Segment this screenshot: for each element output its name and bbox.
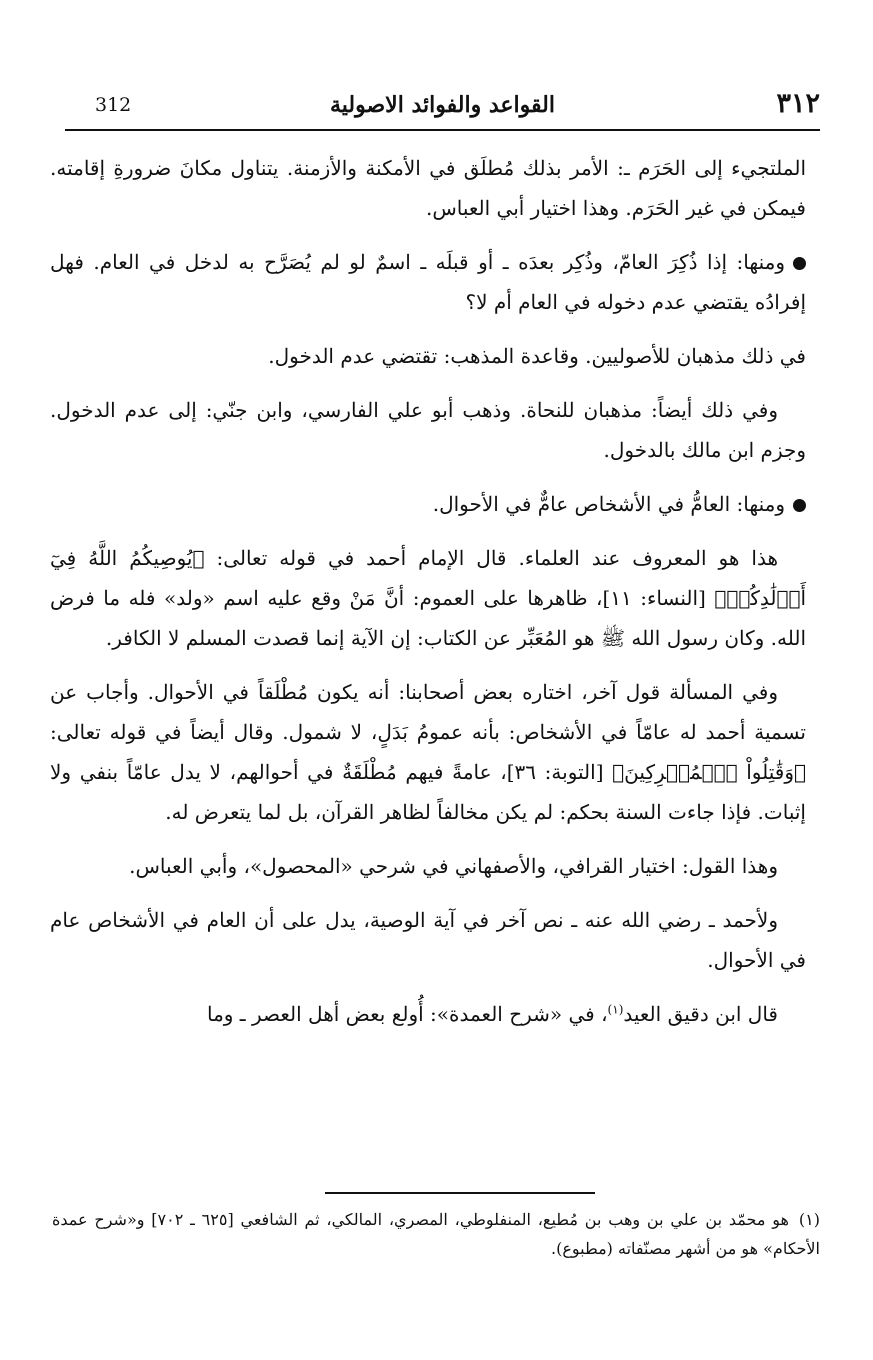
paragraph-text: ، في «شرح العمدة»: أُولع بعض أهل العصر ـ وما <box>206 1002 608 1026</box>
paragraph <box>50 672 806 832</box>
paragraph <box>50 900 806 980</box>
paragraph <box>50 538 806 658</box>
page-header <box>65 86 820 126</box>
header-rule <box>65 129 820 131</box>
footnote-rule <box>325 1192 595 1194</box>
running-title: القواعد والفوائد الاصولية <box>330 92 555 118</box>
paragraph-text: وفي المسألة قول آخر، اختاره بعض أصحابنا: أنه يكون مُطْلَقاً في الأحوال. وأجاب عن تسمية أحمد له عامّاً في الأشخاص: بأنه عمومُ بَدَلٍ، لا شمول. وقال أيضاً في قوله تعالى: ﴿وَقَٰتِلُواْ ٱلۡمُشۡرِكِينَ﴾ [التوبة: ٣٦]، عامةً فيهم مُطْلَقَةٌ في أحوالهم، لا يدل عامّاً بنفي ولا إثبات. فإذا جاءت السنة بحكم: لم يكن مخالفاً لظاهر القرآن، بل لما يتعرض له. <box>50 680 807 824</box>
paragraph-text: ومنها: إذا ذُكِرَ العامّ، وذُكِر بعدَه ـ أو قبلَه ـ اسمٌ لو لم يُصَرَّح به لدخل في العام. فهل إفرادُه يقتضي عدم دخوله في العام أم لا؟ <box>50 250 806 314</box>
paragraph <box>50 336 806 376</box>
page-number-arabic: ٣١٢ <box>776 88 820 119</box>
paragraph-text: قال ابن دقيق العيد <box>623 1002 778 1026</box>
page-number-latin: 312 <box>95 94 132 116</box>
footnote-ref[interactable]: (١) <box>607 1002 624 1017</box>
paragraph-text: في ذلك مذهبان للأصوليين. وقاعدة المذهب: تقتضي عدم الدخول. <box>268 344 806 368</box>
paragraph <box>50 994 806 1034</box>
paragraph <box>50 846 806 886</box>
paragraph-text: وهذا القول: اختيار القرافي، والأصفهاني في شرحي «المحصول»، وأبي العباس. <box>129 854 778 878</box>
paragraph-text: ومنها: العامُّ في الأشخاص عامٌّ في الأحوال. <box>432 492 785 516</box>
paragraph-text: الملتجيء إلى الحَرَم ـ: الأمر بذلك مُطلَق في الأمكنة والأزمنة. يتناول مكانَ ضرورةِ إقامته. فيمكن في غير الحَرَم. وهذا اختيار أبي العباس. <box>50 156 806 220</box>
paragraph-text: ولأحمد ـ رضي الله عنه ـ نص آخر في آية الوصية، يدل على أن العام في الأشخاص عام في الأحوال. <box>50 908 806 972</box>
bullet-paragraph <box>50 484 806 524</box>
bullet-icon <box>793 257 806 270</box>
footnote-marker: (١) <box>798 1210 820 1229</box>
footnote <box>52 1205 820 1263</box>
paragraph <box>50 148 806 228</box>
footnote-text: هو محمّد بن علي بن وهب بن مُطيع، المنفلوطي، المصري، المالكي، ثم الشافعي [٦٢٥ ـ ٧٠٢] و«شرح عمدة الأحكام» هو من أشهر مصنّفاته (مطبوع). <box>52 1210 820 1258</box>
paragraph <box>50 390 806 470</box>
paragraph-text: وفي ذلك أيضاً: مذهبان للنحاة. وذهب أبو علي الفارسي، وابن جنّي: إلى عدم الدخول. وجزم ابن مالك بالدخول. <box>50 398 806 462</box>
main-text <box>50 148 806 1048</box>
paragraph-text: هذا هو المعروف عند العلماء. قال الإمام أحمد في قوله تعالى: ﴿يُوصِيكُمُ اللَّهُ فِيٓ أَوۡلَٰدِكُمۡ﴾ [النساء: ١١]، ظاهرها على العموم: أنَّ مَنْ وقع عليه اسم «ولد» فله ما فرض الله. وكان رسول الله ﷺ هو المُعَبِّر عن الكتاب: إن الآية إنما قصدت المسلم لا الكافر. <box>50 546 807 650</box>
bullet-icon <box>793 499 806 512</box>
bullet-paragraph <box>50 242 806 322</box>
